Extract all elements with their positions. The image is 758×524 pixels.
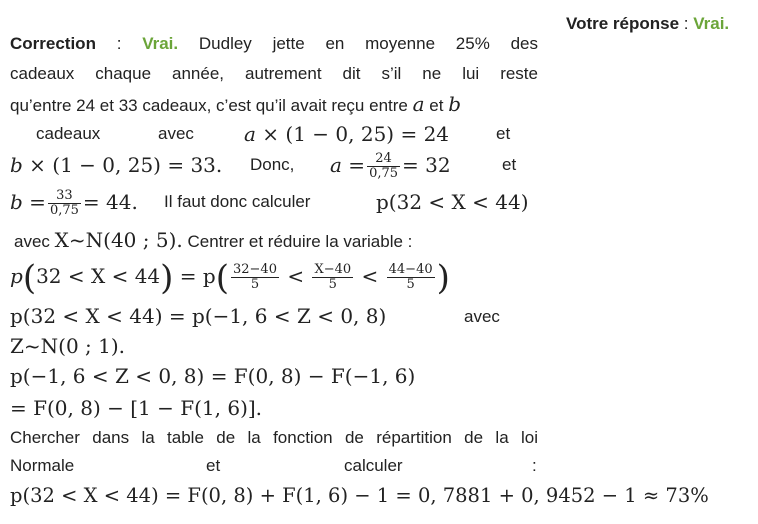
correction-line-11 <box>10 364 415 388</box>
answer-header-value: Vrai. <box>693 14 730 33</box>
correction-line-12 <box>10 396 262 420</box>
paren-left: ( <box>215 258 229 298</box>
fraction-denominator: 0,75 <box>369 166 399 181</box>
paren-right: ) <box>160 258 174 298</box>
final-result: p(32 < X < 44) = F(0, 8) + F(1, 6) − 1 = 0, 7881 + 0, 9452 − 1 ≈ 73% <box>10 484 709 507</box>
correction-line-10 <box>10 334 125 358</box>
less-than: < <box>361 264 379 288</box>
answer-header-separator: : <box>679 14 694 33</box>
correction-line-3 <box>10 92 461 116</box>
paren-right: ) <box>436 258 450 298</box>
var-b: b <box>10 153 23 177</box>
correction-line-1-text: Dudley jette en moyenne 25% des <box>198 34 538 53</box>
word-avec: avec <box>14 232 50 251</box>
correction-line-3-text: qu’entre 24 et 33 cadeaux, c’est qu’il avait reçu entre <box>10 96 408 115</box>
equals-p: = p <box>179 264 216 288</box>
word-calculer: calculer <box>344 456 403 475</box>
word-normale: Normale <box>10 456 75 475</box>
less-than: < <box>287 264 305 288</box>
correction-line-7-text: Centrer et réduire la variable : <box>187 232 413 251</box>
fraction-numerator: 33 <box>48 189 81 204</box>
correction-line-8 <box>10 256 450 296</box>
var-a: a <box>412 92 425 116</box>
standardized-probability: p(32 < X < 44) = p(−1, 6 < Z < 0, 8) <box>10 304 387 328</box>
correction-line-2 <box>10 64 538 84</box>
correction-line-2-text: cadeaux chaque année, autrement dit s’il ne lui reste <box>10 64 538 83</box>
correction-line-15 <box>10 484 709 508</box>
cdf-expression: p(−1, 6 < Z < 0, 8) = F(0, 8) − F(−1, 6) <box>10 364 416 388</box>
colon: : <box>532 456 537 475</box>
value-b: = 44. <box>82 190 138 214</box>
correction-line-6 <box>0 184 758 220</box>
distribution-x: X~N(40 ; 5). <box>54 228 183 252</box>
correction-label: Correction <box>10 34 96 53</box>
fraction-denominator: 0,75 <box>49 203 79 218</box>
correction-line-4 <box>0 122 758 146</box>
equation-b: × (1 − 0, 25) = 33. <box>29 153 223 177</box>
word-et: et <box>496 124 511 143</box>
fraction-numerator: X−40 <box>314 262 352 277</box>
distribution-z: Z~N(0 ; 1). <box>10 334 126 358</box>
answer-header-label: Votre réponse <box>566 14 680 33</box>
fraction-numerator: 44−40 <box>388 262 433 277</box>
fraction-denominator: 5 <box>328 277 337 292</box>
answer-header <box>566 14 729 34</box>
word-et: et <box>429 96 444 115</box>
correction-line-1 <box>10 34 538 54</box>
cdf-simplified: = F(0, 8) − [1 − F(1, 6)]. <box>10 396 263 420</box>
word-cadeaux: cadeaux <box>36 124 101 143</box>
correction-line-13-text: Chercher dans la table de la fonction de répartition de la loi <box>10 428 538 447</box>
correction-line-14 <box>0 456 758 478</box>
var-a: a <box>244 122 256 146</box>
equation-a: × (1 − 0, 25) = 24 <box>262 122 450 146</box>
word-et: et <box>206 456 221 475</box>
fraction-denominator: 5 <box>250 277 260 292</box>
correction-line-13 <box>10 428 538 448</box>
fraction-numerator: 32−40 <box>232 262 277 277</box>
inner-inequality: 32 < X < 44 <box>36 264 161 288</box>
paren-left: ( <box>22 258 37 298</box>
correction-line-6-text: Il faut donc calculer <box>164 192 311 211</box>
correction-line-5 <box>0 148 758 182</box>
correction-separator: : <box>95 34 143 53</box>
correction-line-7 <box>14 228 412 252</box>
var-b: b <box>448 92 461 116</box>
word-donc: Donc, <box>250 155 295 174</box>
word-avec: avec <box>464 307 500 326</box>
fraction-denominator: 5 <box>406 277 415 292</box>
correction-verdict: Vrai. <box>142 34 179 53</box>
var-a: a <box>330 153 342 177</box>
probability-expression: p(32 < X < 44) <box>376 190 529 214</box>
fraction-numerator: 24 <box>367 152 400 167</box>
word-avec: avec <box>158 124 194 143</box>
correction-line-9 <box>0 304 758 330</box>
value-a: = 32 <box>402 153 451 177</box>
equals-sign: = <box>348 153 366 177</box>
var-b: b <box>10 190 23 214</box>
equals-sign: = <box>29 190 46 214</box>
func-p: p <box>10 264 23 288</box>
word-et: et <box>502 155 517 174</box>
